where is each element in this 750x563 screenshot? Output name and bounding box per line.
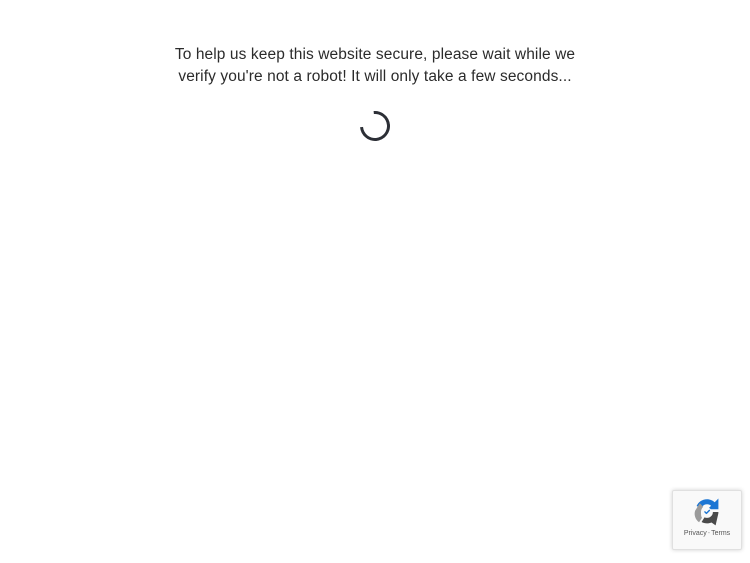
verification-block	[0, 44, 750, 146]
recaptcha-terms-link[interactable]: Terms	[711, 530, 731, 537]
recaptcha-footer	[684, 529, 730, 538]
spinner-container	[0, 106, 750, 146]
recaptcha-privacy-link[interactable]: Privacy	[683, 530, 707, 537]
verification-message: To help us keep this website secure, please wait while we verify you're not a robot! It will only take a few seconds...	[174, 46, 576, 85]
recaptcha-logo-icon	[691, 496, 723, 528]
recaptcha-badge[interactable]	[672, 490, 742, 550]
loading-spinner-icon	[354, 105, 396, 147]
recaptcha-separator: -	[707, 530, 711, 537]
